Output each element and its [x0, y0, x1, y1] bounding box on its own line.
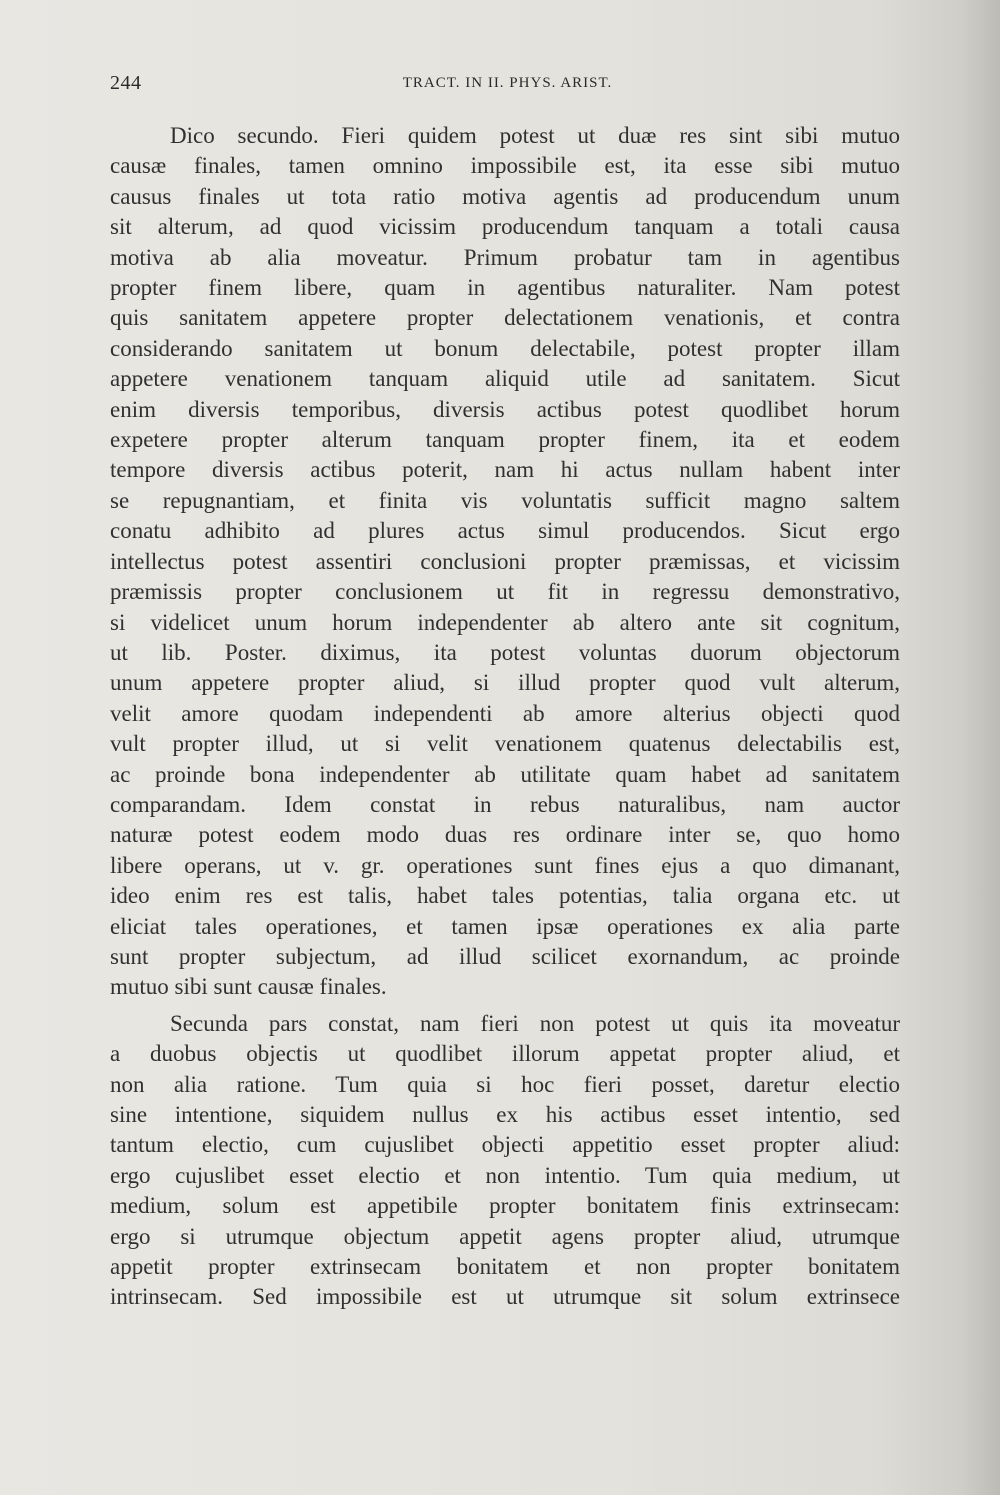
text-line: ut lib. Poster. diximus, ita potest voluntas duorum objectorum: [110, 639, 900, 665]
text-line: tempore diversis actibus poterit, nam hi actus nullam habent inter: [110, 457, 900, 483]
text-line: Dico secundo. Fieri quidem potest ut duæ res sint sibi mutuo: [170, 123, 900, 148]
text-line: velit amore quodam independenti ab amore alterius objecti quod: [110, 700, 900, 726]
text-line: a duobus objectis ut quodlibet illorum appetat propter aliud, et: [110, 1041, 900, 1067]
text-line: conatu adhibito ad plures actus simul producendos. Sicut ergo: [110, 518, 900, 544]
text-line: comparandam. Idem constat in rebus naturalibus, nam auctor: [110, 791, 900, 817]
text-line: mutuo sibi sunt causæ finales.: [110, 974, 387, 1000]
running-head: [110, 72, 905, 102]
text-line: sunt propter subjectum, ad illud scilicet exornandum, ac proinde: [110, 943, 900, 969]
text-line: causus finales ut tota ratio motiva agentis ad producendum unum: [110, 183, 900, 209]
running-title: TRACT. IN II. PHYS. ARIST.: [402, 75, 613, 91]
text-line: appetit propter extrinsecam bonitatem et non propter bonitatem: [110, 1254, 900, 1280]
text-line: enim diversis temporibus, diversis actibus potest quodlibet horum: [110, 396, 900, 422]
text-line: appetere venationem tanquam aliquid utile ad sanitatem. Sicut: [110, 366, 900, 392]
page-number: 244: [110, 72, 142, 94]
text-line: considerando sanitatem ut bonum delectabile, potest propter illam: [110, 335, 900, 361]
paragraph-2: [110, 1009, 900, 1313]
text-line: ergo si utrumque objectum appetit agens propter aliud, utrumque: [110, 1223, 900, 1249]
text-line: libere operans, ut v. gr. operationes sunt fines ejus a quo dimanant,: [110, 852, 900, 878]
text-line: naturæ potest eodem modo duas res ordinare inter se, quo homo: [110, 822, 900, 848]
text-line: sine intentione, siquidem nullus ex his actibus esset intentio, sed: [110, 1102, 900, 1127]
text-line: motiva ab alia moveatur. Primum probatur tam in agentibus: [110, 244, 900, 270]
text-line: eliciat tales operationes, et tamen ipsæ operationes ex alia parte: [110, 913, 900, 939]
text-line: præmissis propter conclusionem ut fit in regressu demonstrativo,: [110, 579, 900, 605]
text-line: non alia ratione. Tum quia si hoc fieri posset, daretur electio: [110, 1071, 900, 1097]
text-line: quis sanitatem appetere propter delectationem venationis, et contra: [110, 305, 900, 331]
text-line: medium, solum est appetibile propter bonitatem finis extrinsecam:: [110, 1193, 900, 1219]
text-line: intellectus potest assentiri conclusioni propter præmissas, et vicissim: [110, 548, 900, 574]
text-line: unum appetere propter aliud, si illud propter quod vult alterum,: [110, 670, 900, 696]
text-line: ac proinde bona independenter ab utilitate quam habet ad sanitatem: [110, 761, 900, 787]
text-line: Secunda pars constat, nam fieri non potest ut quis ita moveatur: [170, 1010, 900, 1036]
paragraph-1: [110, 121, 900, 1003]
body-text: [110, 121, 900, 1313]
text-line: tantum electio, cum cujuslibet objecti appetitio esset propter aliud:: [110, 1132, 900, 1158]
text-line: propter finem libere, quam in agentibus naturaliter. Nam potest: [110, 275, 900, 301]
text-line: se repugnantiam, et finita vis voluntatis sufficit magno saltem: [110, 487, 900, 513]
text-line: sit alterum, ad quod vicissim producendum tanquam a totali causa: [110, 214, 900, 240]
text-line: ergo cujuslibet esset electio et non intentio. Tum quia medium, ut: [110, 1162, 900, 1188]
text-line: causæ finales, tamen omnino impossibile est, ita esse sibi mutuo: [110, 153, 900, 179]
text-line: si videlicet unum horum independenter ab altero ante sit cognitum,: [110, 609, 900, 635]
text-line: ideo enim res est talis, habet tales potentias, talia organa etc. ut: [110, 883, 900, 909]
text-line: expetere propter alterum tanquam propter finem, ita et eodem: [110, 427, 900, 453]
text-line: intrinsecam. Sed impossibile est ut utrumque sit solum extrinsece: [110, 1284, 900, 1310]
text-line: vult propter illud, ut si velit venationem quatenus delectabilis est,: [110, 731, 900, 757]
